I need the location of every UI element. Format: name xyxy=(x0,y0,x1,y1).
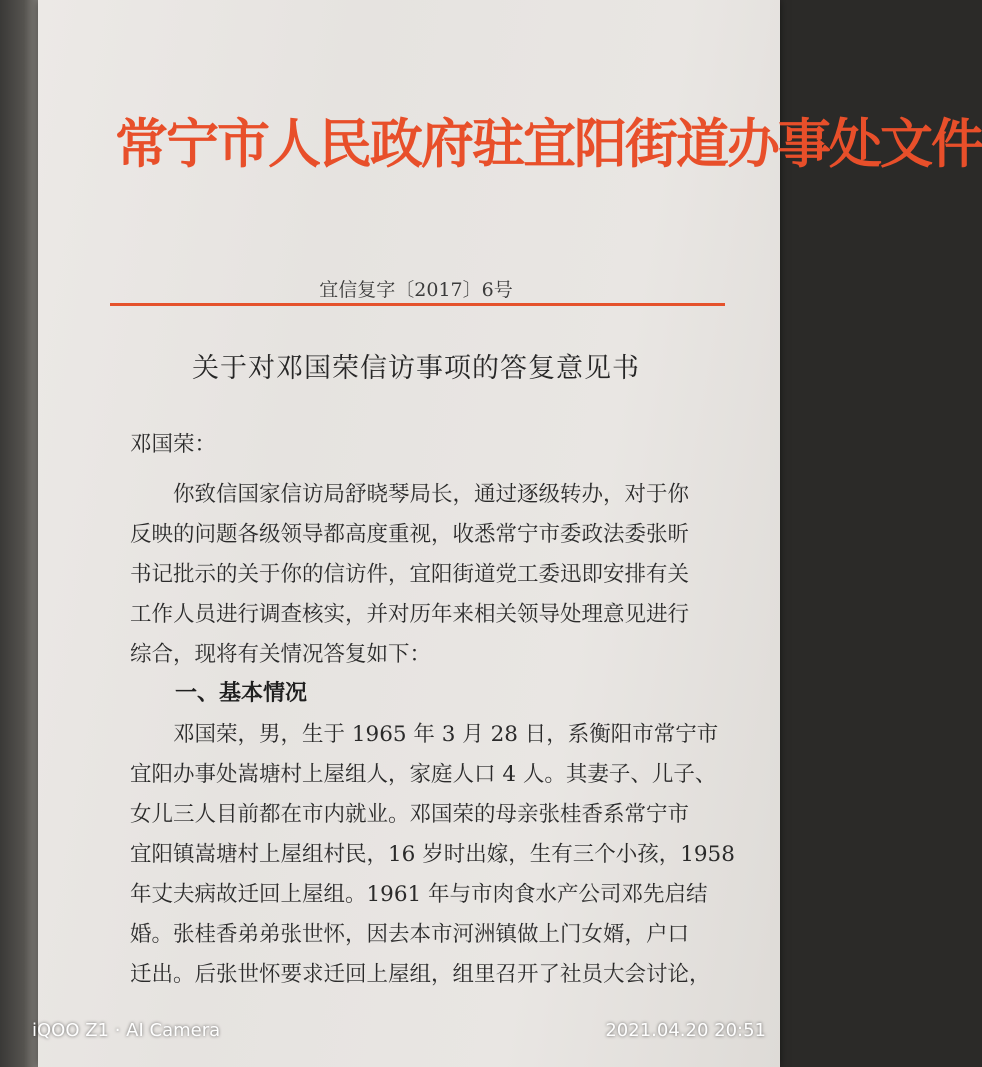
salutation: 邓国荣： xyxy=(130,432,217,457)
section-line: 年丈夫病故迁回上屋组。1961 年与市肉食水产公司邓先启结 xyxy=(130,882,708,907)
timestamp-watermark: 2021.04.20 20:51 xyxy=(605,1020,766,1041)
section-line: 迁出。后张世怀要求迁回上屋组，组里召开了社员大会讨论， xyxy=(130,962,711,987)
section-line: 宜阳镇嵩塘村上屋组村民，16 岁时出嫁，生有三个小孩，1958 xyxy=(130,842,735,867)
document-number: 宜信复字〔2017〕6号 xyxy=(319,279,513,301)
intro-paragraph xyxy=(130,475,690,675)
section-heading: 一、基本情况 xyxy=(175,680,308,706)
red-divider-line xyxy=(110,303,725,306)
camera-watermark: iQOO Z1 · AI Camera xyxy=(32,1020,221,1041)
section-line: 婚。张桂香弟弟张世怀，因去本市河洲镇做上门女婿，户口 xyxy=(130,922,690,947)
section-line: 邓国荣，男，生于 1965 年 3 月 28 日，系衡阳市常宁市 xyxy=(130,722,719,747)
intro-line: 反映的问题各级领导都高度重视，收悉常宁市委政法委张昕 xyxy=(130,522,690,547)
issuer-title: 常宁市人民政府驻宜阳街道办事处文件 xyxy=(115,113,982,175)
section-paragraph xyxy=(130,715,735,995)
intro-line: 书记批示的关于你的信访件，宜阳街道党工委迅即安排有关 xyxy=(130,562,690,587)
intro-line: 综合，现将有关情况答复如下： xyxy=(130,642,432,667)
section-line: 宜阳办事处嵩塘村上屋组人，家庭人口 4 人。其妻子、儿子、 xyxy=(130,762,717,787)
page-edge-shadow xyxy=(0,0,40,1067)
intro-line: 你致信国家信访局舒晓琴局长，通过逐级转办，对于你 xyxy=(130,482,690,507)
intro-line: 工作人员进行调查核实，并对历年来相关领导处理意见进行 xyxy=(130,602,690,627)
document-title: 关于对邓国荣信访事项的答复意见书 xyxy=(192,353,640,384)
section-line: 女儿三人目前都在市内就业。邓国荣的母亲张桂香系常宁市 xyxy=(130,802,690,827)
